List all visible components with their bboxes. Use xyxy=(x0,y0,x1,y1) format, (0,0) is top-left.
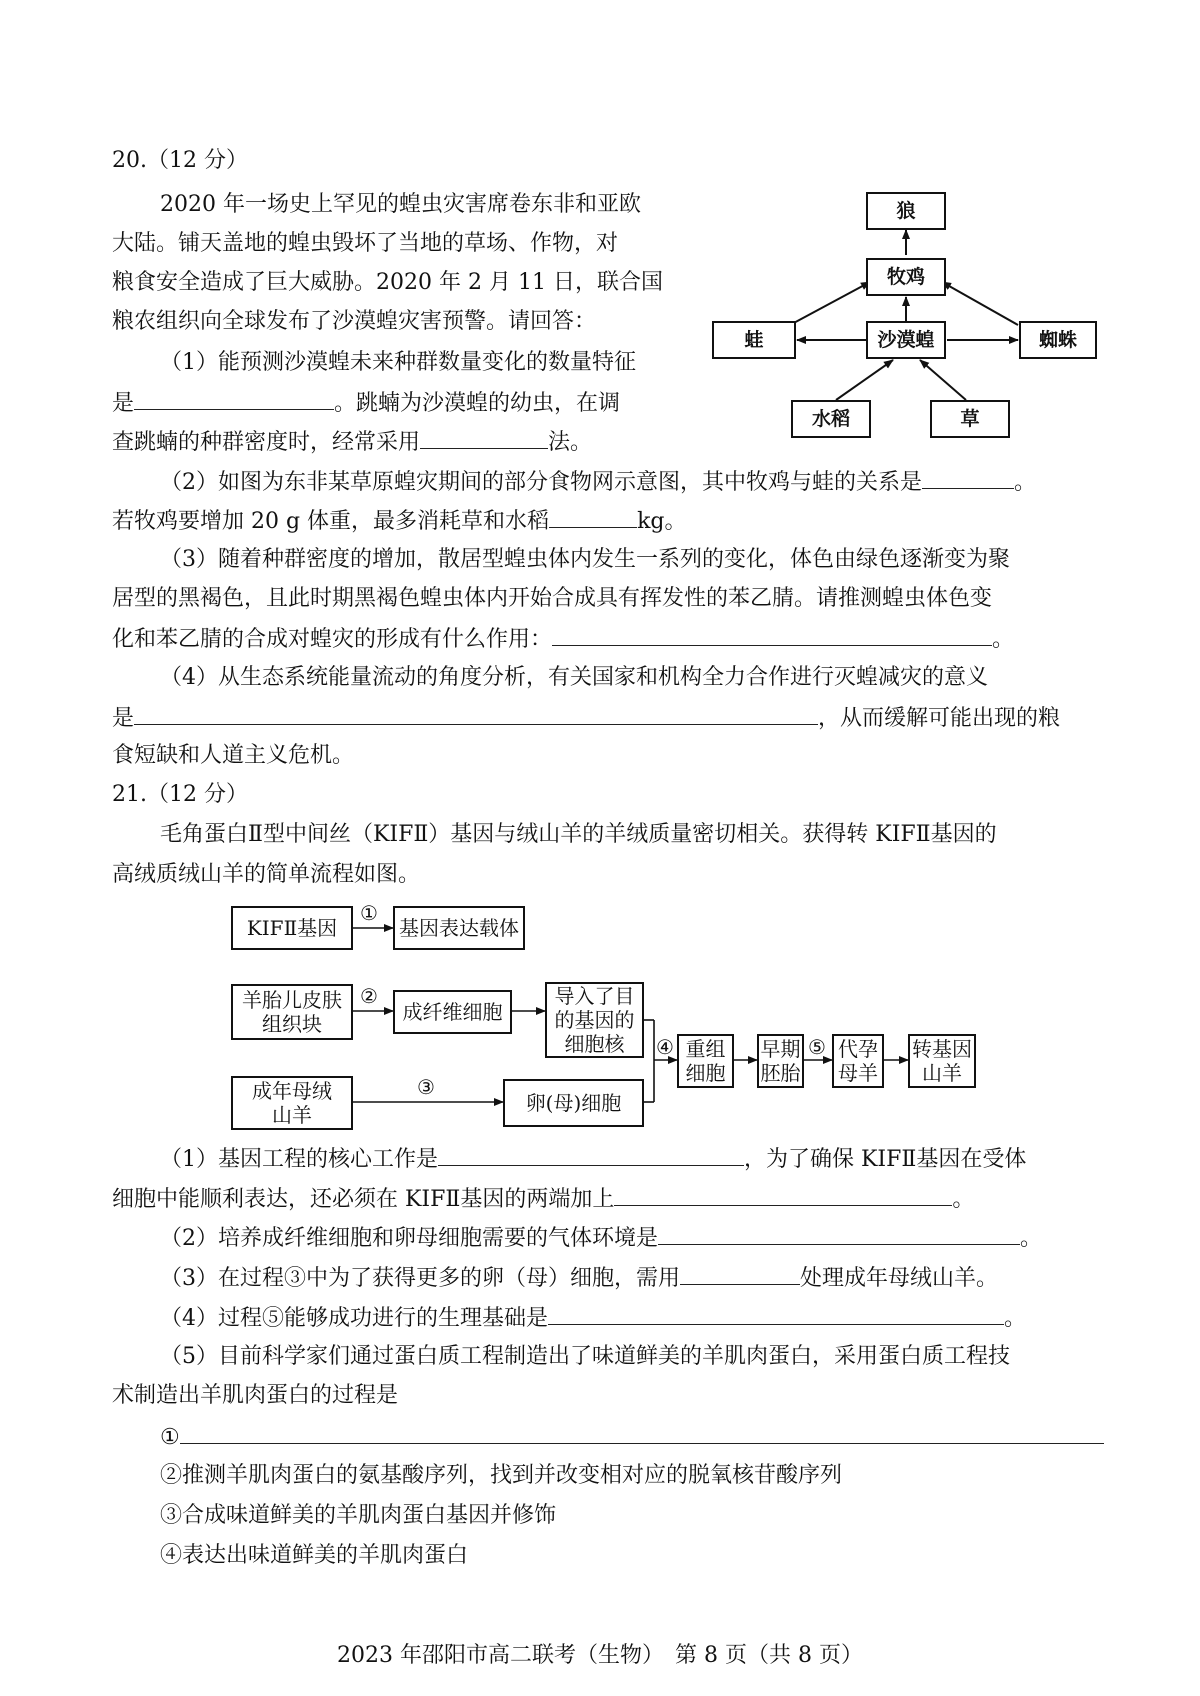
q21-part1-line: 细胞中能顺利表达，还必须在 KIFⅡ基因的两端加上 。 xyxy=(112,1183,974,1215)
q20-part2-line: （2）如图为东非某草原蝗灾期间的部分食物网示意图，其中牧鸡与蛙的关系是 。 xyxy=(160,466,1036,498)
q20-intro-line: 粮农组织向全球发布了沙漠蝗灾害预警。请回答： xyxy=(112,309,597,334)
q21-part4-line: （4）过程⑤能够成功进行的生理基础是 。 xyxy=(160,1302,1026,1334)
q21-step-line: ① xyxy=(160,1421,1104,1453)
node-wolf: 狼 xyxy=(866,192,946,230)
answer-blank[interactable] xyxy=(548,1302,1004,1325)
node-spider: 蜘蛛 xyxy=(1019,321,1097,359)
node-early-embryo: 早期 胚胎 xyxy=(757,1034,804,1088)
node-grass: 草 xyxy=(930,400,1010,438)
q20-part4-line: 食短缺和人道主义危机。 xyxy=(112,743,355,768)
q21-heading: 21.（12 分） xyxy=(112,782,248,807)
q20-part4-line: 是 ，从而缓解可能出现的粮 xyxy=(112,702,1060,734)
arrow-spider-to-chicken xyxy=(942,282,1018,325)
node-frog: 蛙 xyxy=(712,321,796,359)
step-label-3: ③ xyxy=(417,1075,435,1099)
node-locust: 沙漠蝗 xyxy=(866,321,946,359)
q21-part5-line: 术制造出羊肌肉蛋白的过程是 xyxy=(112,1383,399,1408)
q21-part1-line: （1）基因工程的核心工作是 ，为了确保 KIFⅡ基因在受体 xyxy=(160,1143,1026,1175)
node-expression-vector: 基因表达载体 xyxy=(393,906,525,950)
node-surrogate: 代孕 母羊 xyxy=(832,1034,884,1088)
q20-intro-line: 粮食安全造成了巨大威胁。2020 年 2 月 11 日，联合国 xyxy=(112,270,663,295)
node-fibroblast: 成纤维细胞 xyxy=(393,990,512,1034)
node-chicken: 牧鸡 xyxy=(866,258,946,296)
step-label-5: ⑤ xyxy=(808,1035,826,1059)
answer-blank[interactable] xyxy=(438,1143,744,1166)
q21-step-line: ④表达出味道鲜美的羊肌肉蛋白 xyxy=(160,1543,469,1568)
q20-part1-line: 查跳蝻的种群密度时，经常采用 法。 xyxy=(112,426,592,458)
arrow-grass-to-locust xyxy=(920,360,966,400)
q20-part1-line: （1）能预测沙漠蝗未来种群数量变化的数量特征 xyxy=(160,350,636,375)
arrow-rice-to-locust xyxy=(836,360,893,400)
step-label-4: ④ xyxy=(656,1035,674,1059)
q20-part4-line: （4）从生态系统能量流动的角度分析，有关国家和机构全力合作进行灭蝗减灾的意义 xyxy=(160,665,988,690)
q21-intro-line: 高绒质绒山羊的简单流程如图。 xyxy=(112,862,421,887)
page-footer: 2023 年邵阳市高二联考（生物） 第 8 页（共 8 页） xyxy=(337,1643,863,1668)
q21-part2-line: （2）培养成纤维细胞和卵母细胞需要的气体环境是 。 xyxy=(160,1222,1042,1254)
q20-part3-line: （3）随着种群密度的增加，散居型蝗虫体内发生一系列的变化，体色由绿色逐渐变为聚 xyxy=(160,547,1010,572)
step-label-2: ② xyxy=(360,984,378,1008)
node-recombinant-cell: 重组 细胞 xyxy=(677,1034,734,1088)
q21-part5-line: （5）目前科学家们通过蛋白质工程制造出了味道鲜美的羊肌肉蛋白，采用蛋白质工程技 xyxy=(160,1344,1010,1369)
q20-part1-line: 是 。跳蝻为沙漠蝗的幼虫，在调 xyxy=(112,387,620,419)
answer-blank[interactable] xyxy=(180,1421,1104,1444)
q21-step-line: ③合成味道鲜美的羊肌肉蛋白基因并修饰 xyxy=(160,1503,557,1528)
q20-part3-line: 居型的黑褐色，且此时期黑褐色蝗虫体内开始合成具有挥发性的苯乙腈。请推测蝗虫体色变 xyxy=(112,586,993,611)
node-transgenic-goat: 转基因 山羊 xyxy=(908,1034,976,1088)
q20-part3-line: 化和苯乙腈的合成对蝗灾的形成有什么作用： 。 xyxy=(112,623,1014,655)
node-oocyte: 卵(母)细胞 xyxy=(503,1079,644,1127)
node-fetal-skin: 羊胎儿皮肤 组织块 xyxy=(231,984,353,1040)
node-adult-goat: 成年母绒 山羊 xyxy=(231,1076,353,1130)
answer-blank[interactable] xyxy=(658,1222,1020,1245)
node-rice: 水稻 xyxy=(791,400,871,438)
answer-blank[interactable] xyxy=(680,1262,800,1285)
answer-blank[interactable] xyxy=(614,1183,952,1206)
node-kif-gene: KIFⅡ基因 xyxy=(231,906,353,950)
q20-intro-line: 大陆。铺天盖地的蝗虫毁坏了当地的草场、作物，对 xyxy=(112,231,619,256)
step-label-1: ① xyxy=(360,901,378,925)
q20-heading: 20.（12 分） xyxy=(112,148,248,173)
q21-part3-line: （3）在过程③中为了获得更多的卵（母）细胞，需用 处理成年母绒山羊。 xyxy=(160,1262,998,1294)
q21-intro-line: 毛角蛋白Ⅱ型中间丝（KIFⅡ）基因与绒山羊的羊绒质量密切相关。获得转 KIFⅡ基因的 xyxy=(160,822,997,847)
arrow-frog-to-chicken xyxy=(790,282,870,325)
q20-intro-line: 2020 年一场史上罕见的蝗虫灾害席卷东非和亚欧 xyxy=(160,192,641,217)
node-nucleus: 导入了目 的基因的 细胞核 xyxy=(545,982,644,1058)
q20-part2-line: 若牧鸡要增加 20 g 体重，最多消耗草和水稻 kg。 xyxy=(112,505,686,537)
q21-step-line: ②推测羊肌肉蛋白的氨基酸序列，找到并改变相对应的脱氧核苷酸序列 xyxy=(160,1463,843,1488)
